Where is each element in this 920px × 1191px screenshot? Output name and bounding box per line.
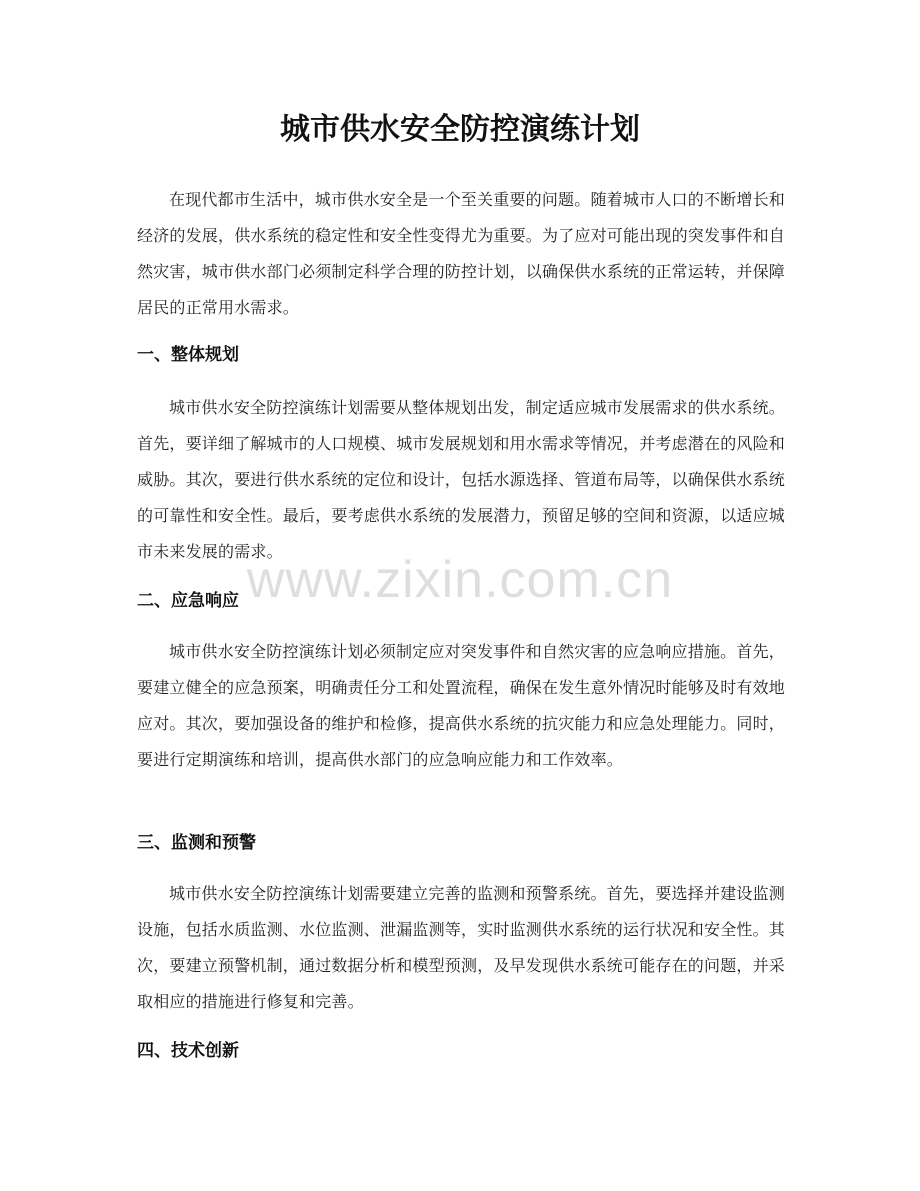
document-title: 城市供水安全防控演练计划	[280, 112, 640, 147]
section-body-2: 城市供水安全防控演练计划必须制定应对突发事件和自然灾害的应急响应措施。首先，要建立健全的应急预案，明确责任分工和处置流程，确保在发生意外情况时能够及时有效地应对。其次，要加强设备的维护和检修，提高供水系统的抗灾能力和应急处理能力。同时，要进行定期演练和培训，提高供水部门的应急响应能力和工作效率。	[137, 642, 786, 769]
section-body-3: 城市供水安全防控演练计划需要建立完善的监测和预警系统。首先，要选择并建设监测设施，包括水质监测、水位监测、泄漏监测等，实时监测供水系统的运行状况和安全性。其次，要建立预警机制，通过数据分析和模型预测，及早发现供水系统可能存在的问题，并采取相应的措施进行修复和完善。	[137, 884, 786, 1011]
section-heading-2: 二、应急响应	[137, 591, 239, 611]
watermark: www.zixin.com.cn	[246, 551, 674, 609]
section-heading-3: 三、监测和预警	[137, 833, 256, 853]
section-body-1: 城市供水安全防控演练计划需要从整体规划出发，制定适应城市发展需求的供水系统。首先，要详细了解城市的人口规模、城市发展规划和用水需求等情况，并考虑潜在的风险和威胁。其次，要进行供水系统的定位和设计，包括水源选择、管道布局等，以确保供水系统的可靠性和安全性。最后，要考虑供水系统的发展潜力，预留足够的空间和资源，以适应城市未来发展的需求。	[137, 398, 786, 561]
section-heading-4: 四、技术创新	[137, 1041, 239, 1061]
intro-paragraph: 在现代都市生活中，城市供水安全是一个至关重要的问题。随着城市人口的不断增长和经济的发展，供水系统的稳定性和安全性变得尤为重要。为了应对可能出现的突发事件和自然灾害，城市供水部门必须制定科学合理的防控计划，以确保供水系统的正常运转，并保障居民的正常用水需求。	[137, 190, 786, 317]
section-heading-1: 一、整体规划	[137, 345, 239, 365]
